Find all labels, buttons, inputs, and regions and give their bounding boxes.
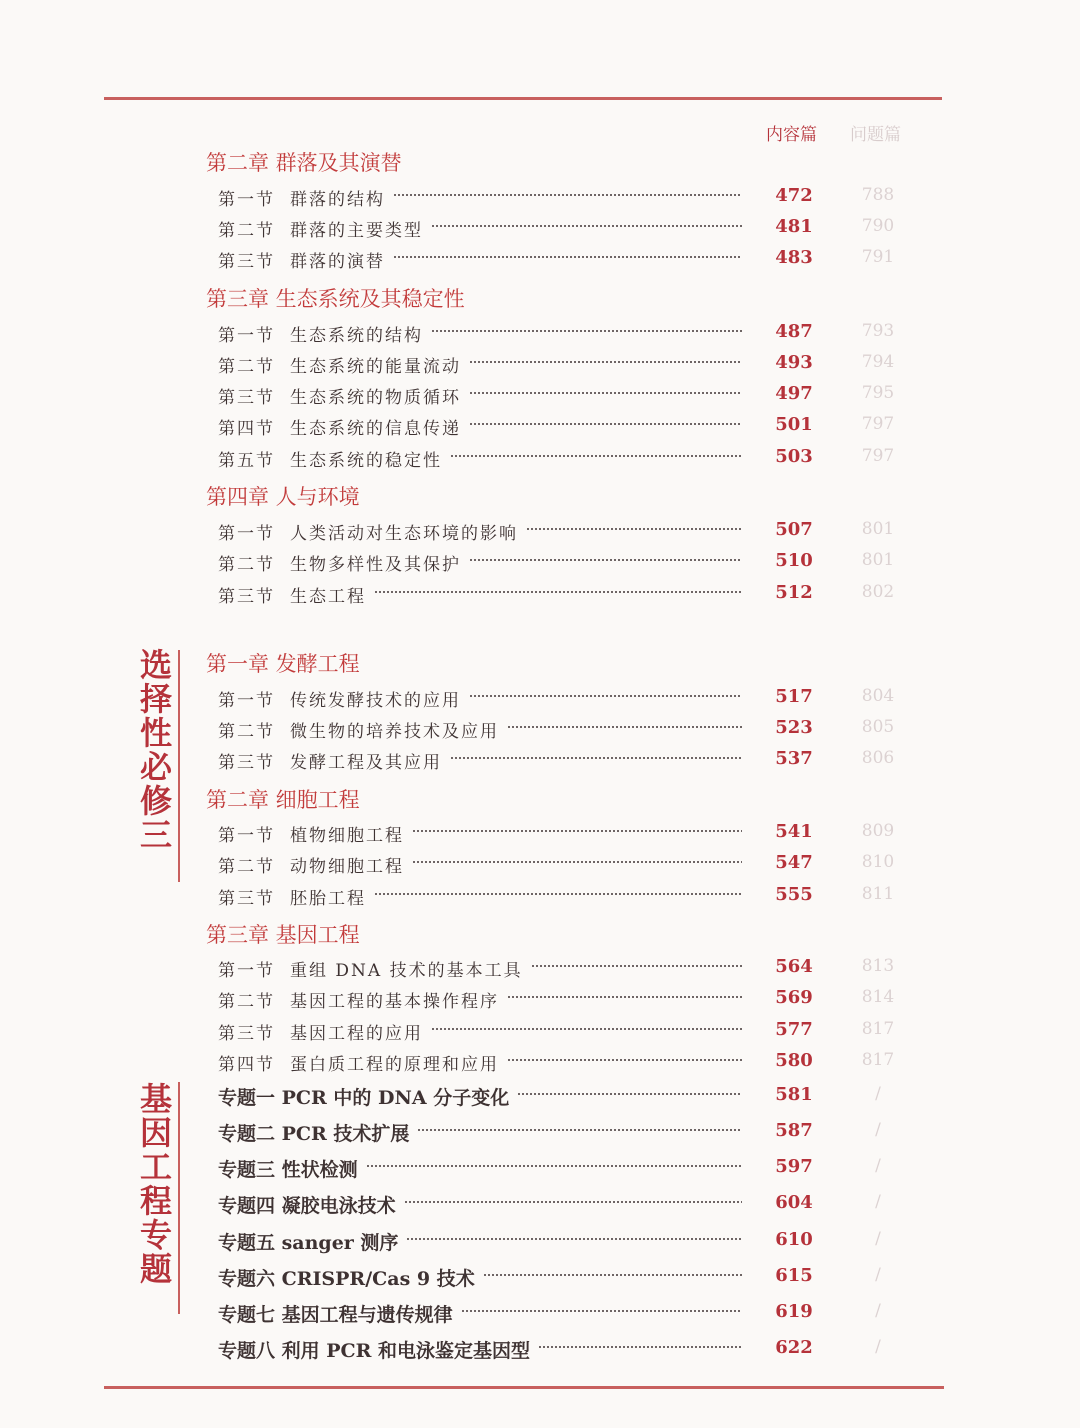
content-page-number: 610 (775, 1229, 813, 1250)
content-page-number: 472 (775, 185, 813, 206)
topic-title: 专题八 利用 PCR 和电泳鉴定基因型 (218, 1340, 531, 1362)
section-row (0, 442, 1080, 472)
section-row (0, 578, 1080, 608)
leader-dots (412, 861, 742, 863)
content-page-number: 555 (775, 884, 813, 905)
leader-dots (431, 225, 742, 227)
section-row (0, 817, 1080, 847)
leader-dots (507, 1059, 742, 1061)
section-label: 第四节 (218, 419, 275, 439)
content-page-number: 497 (775, 383, 813, 404)
section-row (0, 744, 1080, 774)
leader-dots (526, 528, 742, 530)
problem-page-number: 801 (861, 519, 895, 539)
section-label: 第三节 (218, 252, 275, 272)
problem-page-number: 806 (861, 748, 895, 768)
section-title: 传统发酵技术的应用 (290, 691, 461, 711)
section-label: 第一节 (218, 961, 275, 981)
section-title: 重组 DNA 技术的基本工具 (290, 961, 523, 981)
section-title: 生态系统的结构 (290, 326, 423, 346)
problem-page-number: 811 (861, 884, 895, 904)
content-page-number: 580 (775, 1050, 813, 1071)
leader-dots (412, 830, 742, 832)
section-title: 植物细胞工程 (290, 826, 404, 846)
problem-page-number: 814 (861, 987, 895, 1007)
bottom-rule (104, 1386, 944, 1389)
problem-page-number: 788 (861, 185, 895, 205)
leader-dots (404, 1201, 742, 1203)
section-title: 基因工程的基本操作程序 (290, 992, 499, 1012)
section-row (0, 410, 1080, 440)
section-row (0, 1015, 1080, 1045)
chapter-title: 第三章 基因工程 (206, 923, 360, 947)
section-title: 基因工程的应用 (290, 1024, 423, 1044)
section-row (0, 880, 1080, 910)
topic-title: 专题四 凝胶电泳技术 (218, 1195, 396, 1217)
problem-page-number: 794 (861, 352, 895, 372)
problem-page-number: 791 (861, 247, 895, 267)
topic-title: 专题二 PCR 技术扩展 (218, 1123, 410, 1145)
content-page-number: 569 (775, 987, 813, 1008)
leader-dots (406, 1238, 742, 1240)
topic-row (0, 1261, 1080, 1291)
content-page-number: 507 (775, 519, 813, 540)
content-page-number: 615 (775, 1265, 813, 1286)
problem-page-number: 801 (861, 550, 895, 570)
section-title: 生物多样性及其保护 (290, 555, 461, 575)
section-title: 微生物的培养技术及应用 (290, 722, 499, 742)
leader-dots (469, 695, 742, 697)
section-label: 第一节 (218, 326, 275, 346)
section-row (0, 713, 1080, 743)
leader-dots (531, 965, 742, 967)
leader-dots (469, 559, 742, 561)
section-row (0, 983, 1080, 1013)
leader-dots (431, 330, 742, 332)
content-page-number: 512 (775, 582, 813, 603)
problem-page-number: 804 (861, 686, 895, 706)
content-page-number: 581 (775, 1084, 813, 1105)
chapter-title: 第二章 群落及其演替 (206, 151, 402, 175)
leader-dots (469, 392, 742, 394)
leader-dots (461, 1310, 742, 1312)
problem-page-number: / (875, 1192, 881, 1212)
section-row (0, 515, 1080, 545)
problem-page-number: / (875, 1301, 881, 1321)
topic-row (0, 1225, 1080, 1255)
chapter-title: 第一章 发酵工程 (206, 652, 360, 676)
leader-dots (469, 423, 742, 425)
side-label-gene-topics: 基因工程专题 (139, 1080, 172, 1288)
section-title: 胚胎工程 (290, 889, 366, 909)
content-page-number: 510 (775, 550, 813, 571)
content-column-header: 内容篇 (766, 125, 817, 145)
content-page-number: 487 (775, 321, 813, 342)
chapter-title: 第二章 细胞工程 (206, 788, 360, 812)
leader-dots (393, 256, 742, 258)
chapter-row (0, 917, 1080, 947)
section-label: 第五节 (218, 451, 275, 471)
problem-page-number: / (875, 1084, 881, 1104)
side-label-elective3: 选择性必修三 (139, 646, 172, 854)
chapter-row (0, 281, 1080, 311)
section-title: 生态系统的能量流动 (290, 357, 461, 377)
chapter-row (0, 479, 1080, 509)
section-label: 第三节 (218, 587, 275, 607)
content-page-number: 541 (775, 821, 813, 842)
content-page-number: 537 (775, 748, 813, 769)
topic-row (0, 1152, 1080, 1182)
section-label: 第一节 (218, 190, 275, 210)
section-label: 第二节 (218, 857, 275, 877)
section-title: 人类活动对生态环境的影响 (290, 524, 518, 544)
section-row (0, 546, 1080, 576)
content-page-number: 523 (775, 717, 813, 738)
problem-page-number: 793 (861, 321, 895, 341)
section-row (0, 848, 1080, 878)
problem-page-number: 805 (861, 717, 895, 737)
problem-page-number: 795 (861, 383, 895, 403)
leader-dots (374, 893, 742, 895)
content-page-number: 483 (775, 247, 813, 268)
section-label: 第二节 (218, 555, 275, 575)
section-row (0, 212, 1080, 242)
content-page-number: 564 (775, 956, 813, 977)
problem-page-number: / (875, 1337, 881, 1357)
chapter-title: 第三章 生态系统及其稳定性 (206, 287, 465, 311)
problem-page-number: 797 (861, 414, 895, 434)
content-page-number: 547 (775, 852, 813, 873)
content-page-number: 501 (775, 414, 813, 435)
topic-title: 专题六 CRISPR/Cas 9 技术 (218, 1268, 475, 1290)
problem-page-number: / (875, 1229, 881, 1249)
leader-dots (507, 996, 742, 998)
section-label: 第一节 (218, 691, 275, 711)
problem-page-number: 809 (861, 821, 895, 841)
leader-dots (450, 455, 742, 457)
leader-dots (393, 194, 742, 196)
topic-row (0, 1297, 1080, 1327)
topic-title: 专题一 PCR 中的 DNA 分子变化 (218, 1087, 510, 1109)
section-row (0, 1046, 1080, 1076)
section-title: 群落的结构 (290, 190, 385, 210)
section-title: 蛋白质工程的原理和应用 (290, 1055, 499, 1075)
leader-dots (450, 757, 742, 759)
content-page-number: 597 (775, 1156, 813, 1177)
problem-column-header: 问题篇 (850, 125, 901, 145)
problem-page-number: / (875, 1265, 881, 1285)
section-label: 第二节 (218, 221, 275, 241)
content-page-number: 493 (775, 352, 813, 373)
section-label: 第四节 (218, 1055, 275, 1075)
section-label: 第一节 (218, 826, 275, 846)
problem-page-number: 802 (861, 582, 895, 602)
section-title: 生态系统的物质循环 (290, 388, 461, 408)
section-title: 群落的演替 (290, 252, 385, 272)
problem-page-number: 813 (861, 956, 895, 976)
section-label: 第三节 (218, 889, 275, 909)
content-page-number: 622 (775, 1337, 813, 1358)
section-label: 第三节 (218, 753, 275, 773)
leader-dots (366, 1165, 742, 1167)
chapter-title: 第四章 人与环境 (206, 485, 360, 509)
content-page-number: 587 (775, 1120, 813, 1141)
topic-row (0, 1333, 1080, 1363)
section-title: 生态系统的稳定性 (290, 451, 442, 471)
leader-dots (538, 1346, 742, 1348)
leader-dots (469, 361, 742, 363)
leader-dots (431, 1028, 742, 1030)
topic-title: 专题三 性状检测 (218, 1159, 358, 1181)
problem-page-number: 817 (861, 1050, 895, 1070)
problem-page-number: 810 (861, 852, 895, 872)
section-title: 动物细胞工程 (290, 857, 404, 877)
section-row (0, 348, 1080, 378)
content-page-number: 577 (775, 1019, 813, 1040)
problem-page-number: 790 (861, 216, 895, 236)
leader-dots (483, 1274, 742, 1276)
section-row (0, 952, 1080, 982)
topic-title: 专题七 基因工程与遗传规律 (218, 1304, 453, 1326)
content-page-number: 619 (775, 1301, 813, 1322)
chapter-row (0, 145, 1080, 175)
problem-page-number: / (875, 1120, 881, 1140)
section-row (0, 379, 1080, 409)
problem-page-number: 817 (861, 1019, 895, 1039)
problem-page-number: 797 (861, 446, 895, 466)
section-row (0, 181, 1080, 211)
section-row (0, 243, 1080, 273)
leader-dots (417, 1129, 742, 1131)
leader-dots (374, 591, 742, 593)
content-page-number: 517 (775, 686, 813, 707)
content-page-number: 503 (775, 446, 813, 467)
section-row (0, 317, 1080, 347)
section-title: 生态工程 (290, 587, 366, 607)
section-title: 生态系统的信息传递 (290, 419, 461, 439)
section-label: 第二节 (218, 722, 275, 742)
chapter-row (0, 782, 1080, 812)
topic-row (0, 1116, 1080, 1146)
section-row (0, 682, 1080, 712)
top-rule (104, 97, 942, 100)
content-page-number: 481 (775, 216, 813, 237)
leader-dots (517, 1093, 742, 1095)
section-label: 第一节 (218, 524, 275, 544)
section-title: 群落的主要类型 (290, 221, 423, 241)
topic-row (0, 1188, 1080, 1218)
topic-title: 专题五 sanger 测序 (218, 1232, 399, 1254)
content-page-number: 604 (775, 1192, 813, 1213)
section-label: 第二节 (218, 992, 275, 1012)
problem-page-number: / (875, 1156, 881, 1176)
section-title: 发酵工程及其应用 (290, 753, 442, 773)
section-label: 第三节 (218, 1024, 275, 1044)
section-label: 第三节 (218, 388, 275, 408)
topic-row (0, 1080, 1080, 1110)
leader-dots (507, 726, 742, 728)
chapter-row (0, 646, 1080, 676)
section-label: 第二节 (218, 357, 275, 377)
